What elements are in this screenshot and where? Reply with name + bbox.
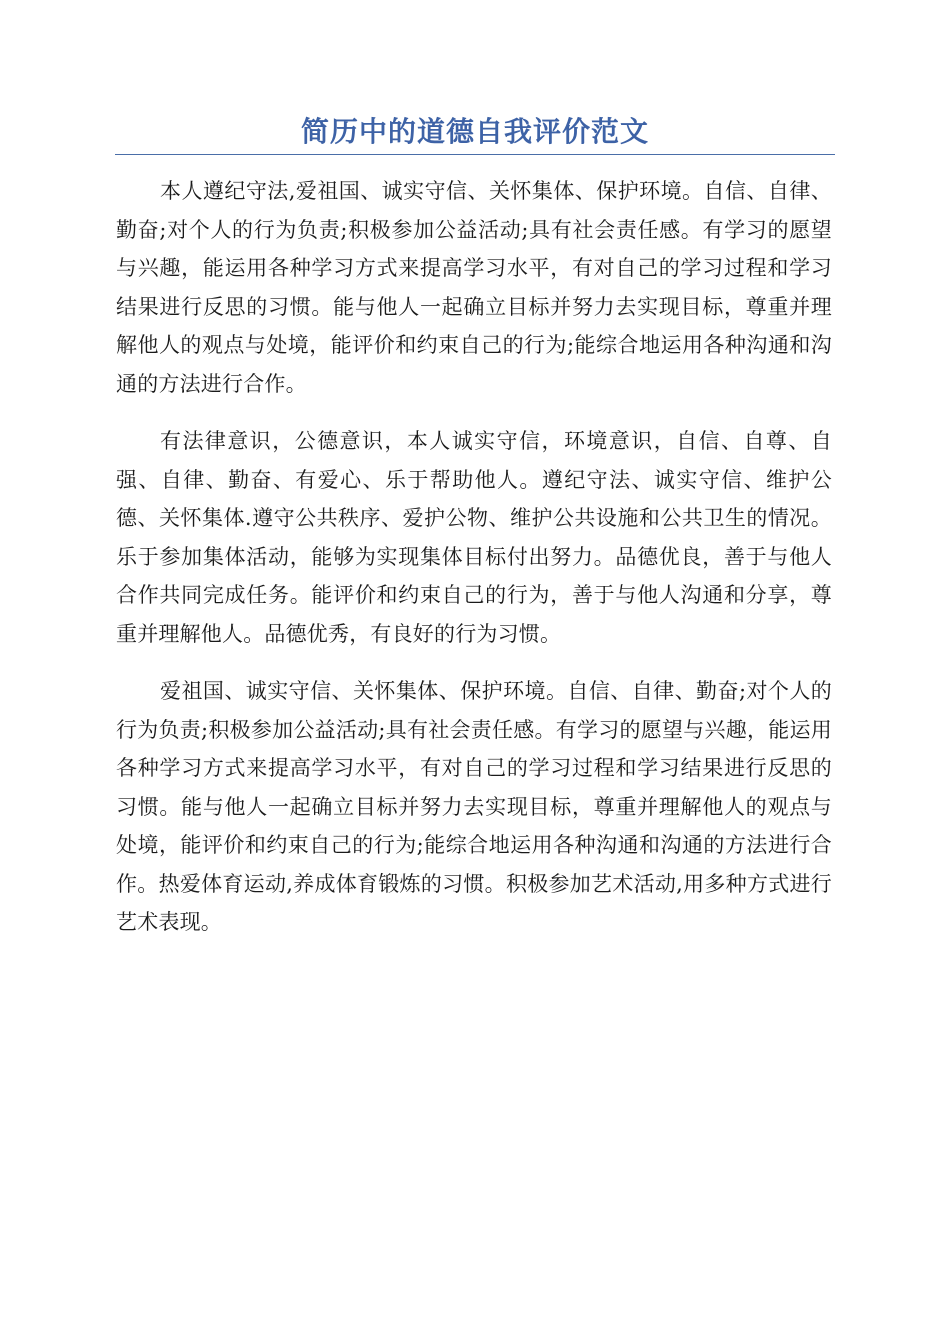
page-title: 简历中的道德自我评价范文 xyxy=(300,115,649,148)
title-underline xyxy=(115,154,835,155)
title-block xyxy=(115,112,835,155)
document-body xyxy=(116,172,832,961)
paragraph-2: 有法律意识，公德意识，本人诚实守信，环境意识，自信、自尊、自强、自律、勤奋、有爱心、乐于帮助他人。遵纪守法、诚实守信、维护公德、关怀集体.遵守公共秩序、爱护公物、维护公共设施和公共卫生的情况。乐于参加集体活动，能够为实现集体目标付出努力。品德优良，善于与他人合作共同完成任务。能评价和约束自己的行为，善于与他人沟通和分享，尊重并理解他人。品德优秀，有良好的行为习惯。 xyxy=(116,429,832,646)
paragraph-1: 本人遵纪守法,爱祖国、诚实守信、关怀集体、保护环境。自信、自律、勤奋;对个人的行为负责;积极参加公益活动;具有社会责任感。有学习的愿望与兴趣，能运用各种学习方式来提高学习水平，有对自己的学习过程和学习结果进行反思的习惯。能与他人一起确立目标并努力去实现目标，尊重并理解他人的观点与处境，能评价和约束自己的行为;能综合地运用各种沟通和沟通的方法进行合作。 xyxy=(116,179,832,396)
paragraph-3: 爱祖国、诚实守信、关怀集体、保护环境。自信、自律、勤奋;对个人的行为负责;积极参加公益活动;具有社会责任感。有学习的愿望与兴趣，能运用各种学习方式来提高学习水平，有对自己的学习过程和学习结果进行反思的习惯。能与他人一起确立目标并努力去实现目标，尊重并理解他人的观点与处境，能评价和约束自己的行为;能综合地运用各种沟通和沟通的方法进行合作。热爱体育运动,养成体育锻炼的习惯。积极参加艺术活动,用多种方式进行艺术表现。 xyxy=(116,679,832,934)
